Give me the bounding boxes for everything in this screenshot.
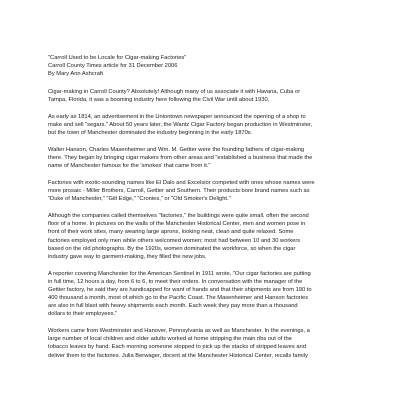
body-paragraph bbox=[48, 270, 352, 319]
text-line: Cigar-making in Carroll County? Absolutely! Although many of us associate it with Havana, Cuba or bbox=[48, 88, 301, 95]
text-line: As early as 1814, an advertisement in the Uniontown newspaper announced the opening of a shop to bbox=[48, 113, 306, 120]
text-line: name of Manchester famous for the 'smokes' that came from it." bbox=[48, 163, 211, 170]
text-line: industry gave way to garment-making, they filled the new jobs. bbox=[48, 253, 207, 260]
text-line: Workers came from Westminster and Hanover, Pennsylvania as well as Manchester. In the evenings, a bbox=[48, 328, 310, 335]
body-paragraph bbox=[48, 113, 352, 137]
article-body bbox=[48, 88, 352, 360]
text-line: Gettier factory, he said they are handicapped for want of hands and that their shipments are from 190 to bbox=[48, 286, 312, 293]
text-line: dollars to their employees." bbox=[48, 311, 118, 318]
body-paragraph bbox=[48, 146, 352, 170]
text-line: 400 thousand a month, most of which go to the Pacific Coast. The Masenheimer and Hanson factories bbox=[48, 295, 309, 302]
text-line: but the town of Manchester dominated the industry beginning in the early 1870s. bbox=[48, 130, 253, 137]
text-line: make and sell "segars." About 50 years later, the Wantz Cigar Factory began production in Westminster, bbox=[48, 122, 313, 129]
text-line: in full time, 12 hours a day, from 6 to 6, to meet their orders. In conversation with the manager of the bbox=[48, 278, 303, 285]
body-paragraph bbox=[48, 327, 352, 360]
text-line: Walter Hanson, Charles Masenheimer and Wm. M. Gettier were the founding fathers of cigar-making bbox=[48, 146, 305, 153]
text-line: more prosaic - Miller Brothers, Carroll, Gettier and Southern. Their products bore brand names such as bbox=[48, 188, 310, 195]
text-line: A reporter covering Manchester for the American Sentinel in 1911 wrote, "Our cigar factories are putting bbox=[48, 270, 311, 277]
text-line: factories employed only men while others welcomed women; most had between 10 and 30 workers bbox=[48, 237, 301, 244]
text-line: are also in full blast with heavy shipments each month. Each week they pay more than a thousand bbox=[48, 303, 298, 310]
body-paragraph bbox=[48, 179, 352, 203]
text-line: based on the old photographs. By the 1920s, women dominated the workforce, so when the cigar bbox=[48, 245, 296, 252]
text-line: there. They began by bringing cigar makers from other areas and "established a business that made the bbox=[48, 155, 313, 162]
text-line: tobacco leaves by hand. Each morning someone stopped to pick up the stacks of stripped leaves and bbox=[48, 344, 306, 351]
text-line: Factories with exotic-sounding names like El Dalo and Excelsior competed with ones whose names were bbox=[48, 180, 315, 186]
text-line: Although the companies called themselves "factories," the buildings were quite small, often the second bbox=[48, 213, 309, 220]
text-line: "Duke of Manchester," "Gilt Edge," "Cronies," or "Old Smoker's Delight." bbox=[48, 196, 231, 203]
article-source: Carroll County Times article for 31 December 2006 bbox=[48, 63, 178, 70]
text-line: floor of a home. In pictures on the walls of the Manchester Historical Center, men and women pose in bbox=[48, 221, 306, 228]
text-line: Tampa, Florida, it was a booming industry here following the Civil War until about 1930. bbox=[48, 97, 270, 104]
text-line: front of their work sites, many wearing large aprons, looking neat, clean and quite relaxed. Some bbox=[48, 229, 294, 236]
body-paragraph bbox=[48, 212, 352, 261]
text-line: deliver them to the factories. Julia Berwager, docent at the Manchester Historical Center, recalls family bbox=[48, 352, 308, 359]
article-title: "Carroll Used to be Locale for Cigar-making Factories" bbox=[48, 55, 187, 61]
text-line: large number of local children and older adults worked at home stripping the main ribs out of the bbox=[48, 336, 292, 343]
body-paragraph bbox=[48, 88, 352, 104]
article-byline: By Mary Ann Ashcraft bbox=[48, 71, 103, 78]
article-header bbox=[48, 54, 352, 78]
